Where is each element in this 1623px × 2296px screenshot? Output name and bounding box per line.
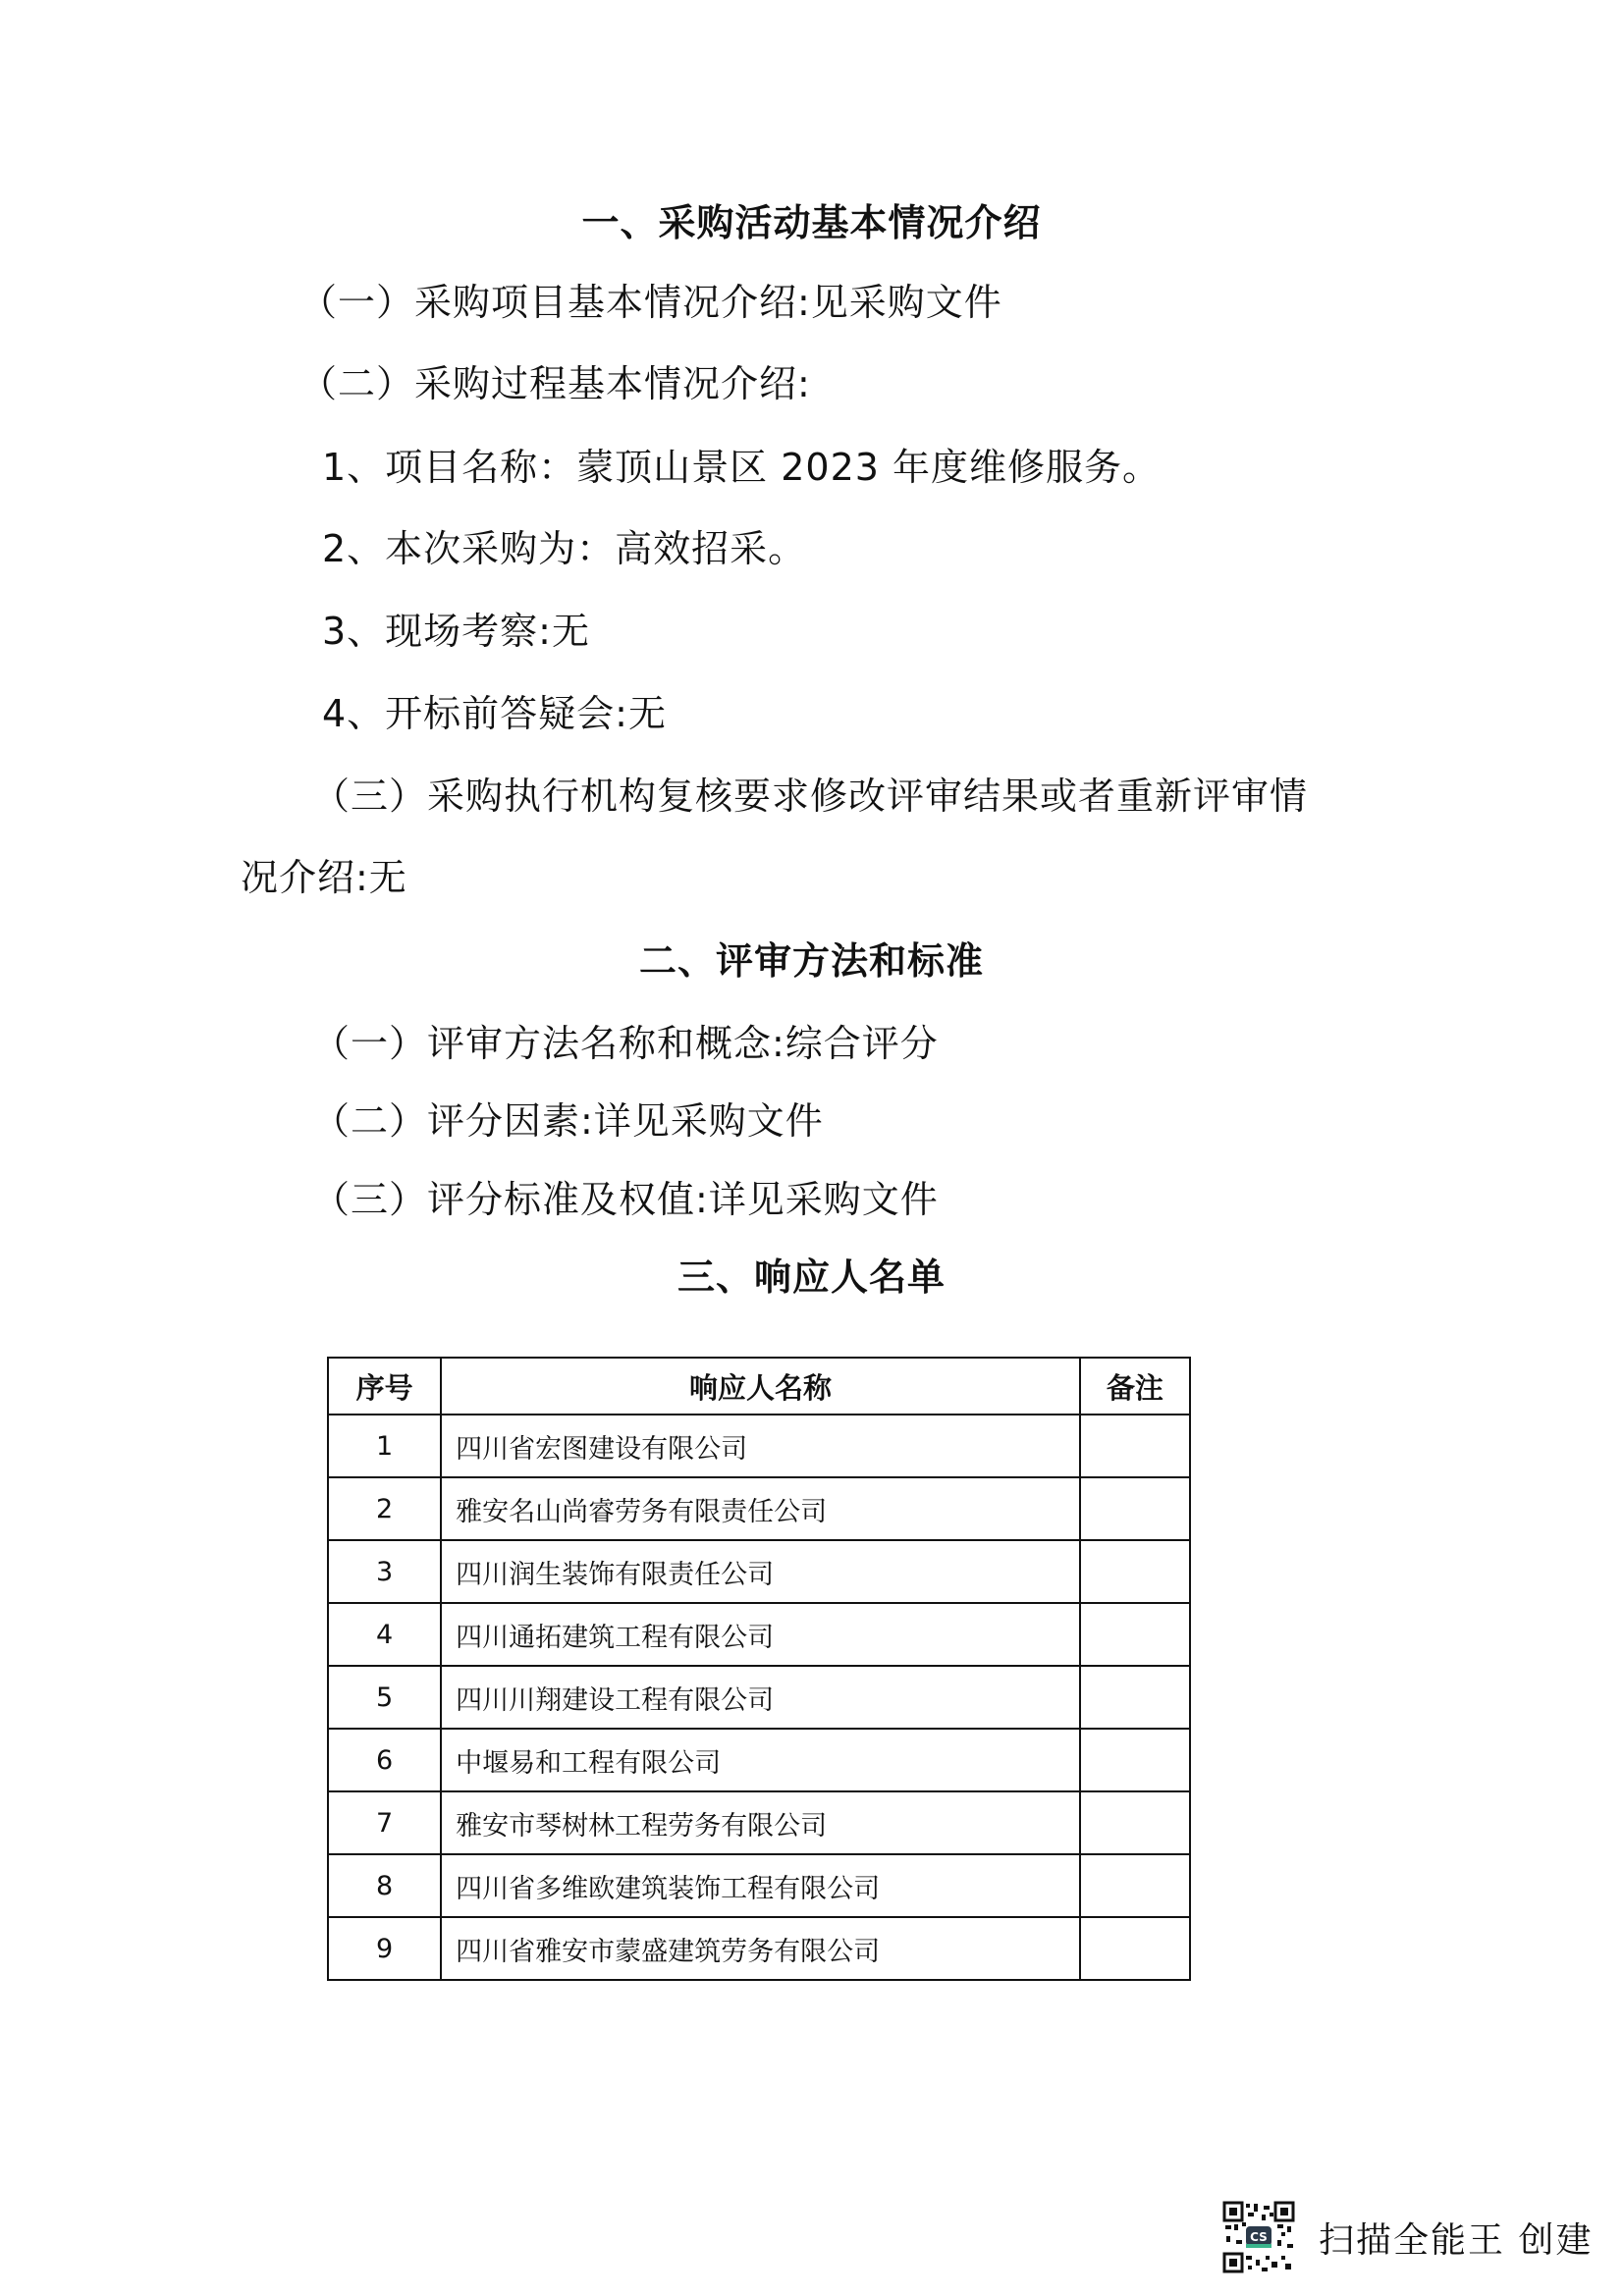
row-serial-no: 2 — [328, 1477, 441, 1540]
section2-item1: （一）评审方法名称和概念:综合评分 — [312, 1022, 939, 1065]
table-row — [328, 1917, 1190, 1980]
row-serial-no: 1 — [328, 1415, 441, 1477]
row-respondent-name: 中堰易和工程有限公司 — [441, 1729, 1080, 1791]
row-remarks — [1080, 1666, 1190, 1729]
row-respondent-name: 四川省宏图建设有限公司 — [441, 1415, 1080, 1477]
table-row — [328, 1540, 1190, 1603]
table-row — [328, 1666, 1190, 1729]
row-serial-no: 3 — [328, 1540, 441, 1603]
row-serial-no: 9 — [328, 1917, 441, 1980]
scanner-watermark — [1222, 2200, 1593, 2274]
header-serial-no: 序号 — [328, 1358, 441, 1415]
section1-item3-line2: 况介绍:无 — [241, 856, 407, 899]
section1-item1: （一）采购项目基本情况介绍:见采购文件 — [299, 281, 1002, 324]
table-header-row — [328, 1358, 1190, 1415]
table-row — [328, 1477, 1190, 1540]
section3-title: 三、响应人名单 — [676, 1255, 946, 1299]
row-serial-no: 4 — [328, 1603, 441, 1666]
section1-title: 一、采购活动基本情况介绍 — [581, 201, 1042, 244]
row-remarks — [1080, 1603, 1190, 1666]
row-respondent-name: 四川润生装饰有限责任公司 — [441, 1540, 1080, 1603]
table-row — [328, 1415, 1190, 1477]
qr-code-icon — [1222, 2201, 1295, 2273]
section1-sub3: 3、现场考察:无 — [322, 610, 590, 653]
watermark-text: 扫描全能王 创建 — [1319, 2219, 1594, 2261]
section1-item2: （二）采购过程基本情况介绍: — [299, 362, 811, 405]
row-remarks — [1080, 1477, 1190, 1540]
table-row — [328, 1603, 1190, 1666]
row-respondent-name: 雅安名山尚睿劳务有限责任公司 — [441, 1477, 1080, 1540]
section2-item3: （三）评分标准及权值:详见采购文件 — [312, 1178, 939, 1221]
row-serial-no: 6 — [328, 1729, 441, 1791]
row-serial-no: 7 — [328, 1791, 441, 1854]
row-serial-no: 5 — [328, 1666, 441, 1729]
row-respondent-name: 四川省多维欧建筑装饰工程有限公司 — [441, 1854, 1080, 1917]
svg-text:CS: CS — [1250, 2230, 1268, 2244]
table-row — [328, 1729, 1190, 1791]
table-row — [328, 1854, 1190, 1917]
row-remarks — [1080, 1917, 1190, 1980]
header-respondent-name: 响应人名称 — [441, 1358, 1080, 1415]
row-remarks — [1080, 1415, 1190, 1477]
section2-item2: （二）评分因素:详见采购文件 — [312, 1099, 824, 1143]
row-respondent-name: 四川省雅安市蒙盛建筑劳务有限公司 — [441, 1917, 1080, 1980]
row-remarks — [1080, 1791, 1190, 1854]
row-respondent-name: 四川川翔建设工程有限公司 — [441, 1666, 1080, 1729]
section1-item3-line1: （三）采购执行机构复核要求修改评审结果或者重新评审情 — [312, 774, 1309, 818]
section2-title: 二、评审方法和标准 — [638, 939, 984, 983]
row-serial-no: 8 — [328, 1854, 441, 1917]
section1-sub2: 2、本次采购为：高效招采。 — [322, 527, 807, 570]
row-remarks — [1080, 1540, 1190, 1603]
header-remarks: 备注 — [1080, 1358, 1190, 1415]
row-respondent-name: 四川通拓建筑工程有限公司 — [441, 1603, 1080, 1666]
table-row — [328, 1791, 1190, 1854]
section1-sub1: 1、项目名称：蒙顶山景区 2023 年度维修服务。 — [322, 446, 1162, 489]
row-respondent-name: 雅安市琴树林工程劳务有限公司 — [441, 1791, 1080, 1854]
row-remarks — [1080, 1729, 1190, 1791]
respondent-table — [327, 1357, 1191, 1981]
section1-sub4: 4、开标前答疑会:无 — [322, 692, 667, 735]
row-remarks — [1080, 1854, 1190, 1917]
